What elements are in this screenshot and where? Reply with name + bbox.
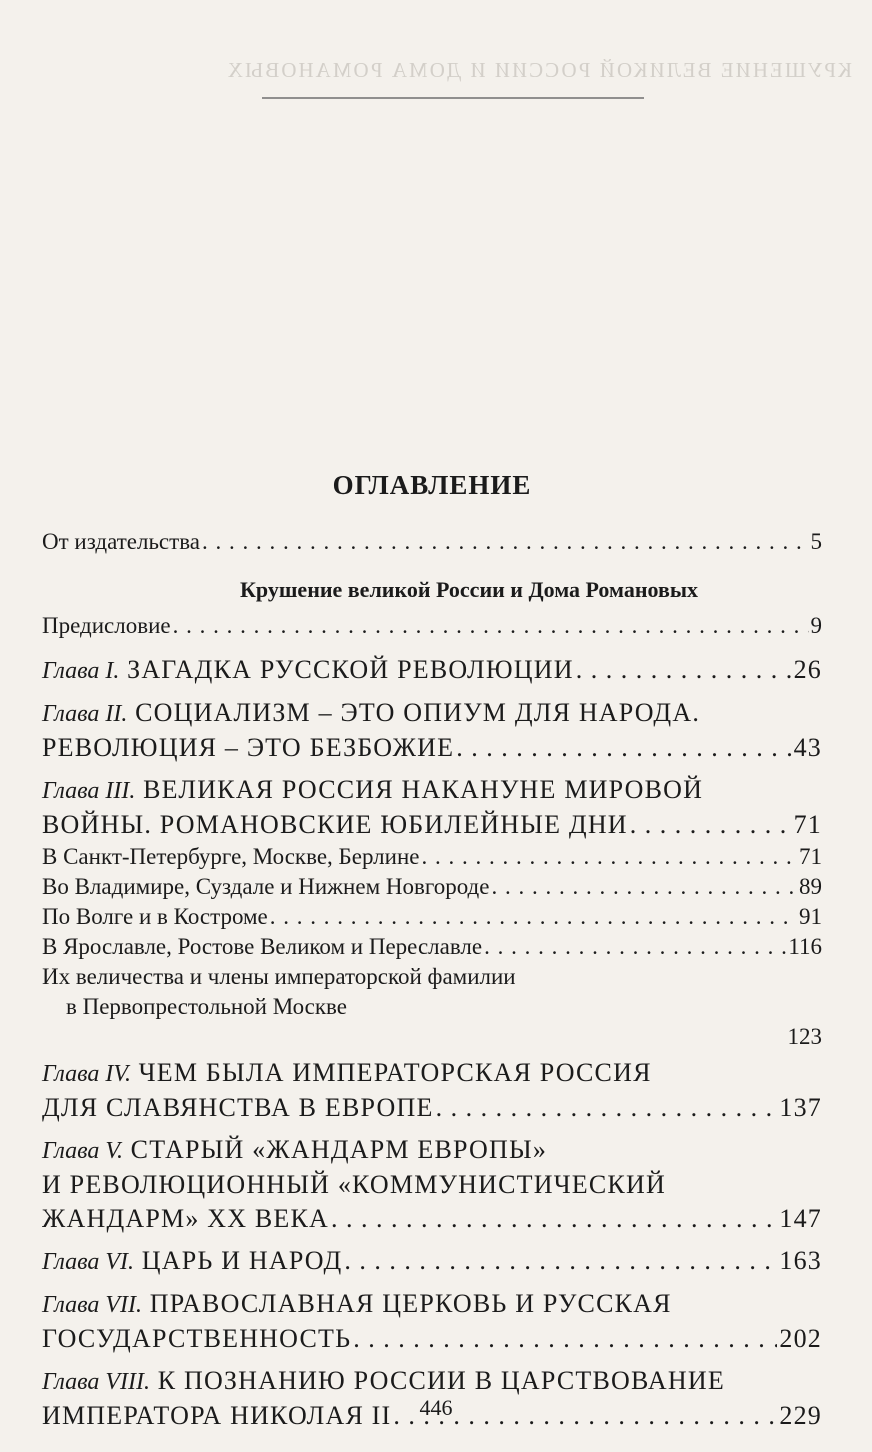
toc-subsection[interactable] xyxy=(42,872,822,902)
page-number: 446 xyxy=(419,1395,453,1420)
toc-entry-from-publisher[interactable] xyxy=(42,527,822,557)
chapter-title-cont: ГОСУДАРСТВЕННОСТЬ xyxy=(42,1324,352,1353)
subsection-title: Их величества и члены императорской фамилии xyxy=(42,964,516,989)
subsection-page: 71 xyxy=(799,844,822,869)
subsection-title: Во Владимире, Суздале и Нижнем Новгороде xyxy=(42,874,490,899)
entry-page: 5 xyxy=(810,529,822,554)
subsection-page: 91 xyxy=(799,904,822,929)
toc-subsection[interactable] xyxy=(42,932,822,962)
toc-heading: ОГЛАВЛЕНИЕ xyxy=(332,470,532,500)
table-of-contents xyxy=(42,470,822,1433)
chapter-title: ВЕЛИКАЯ РОССИЯ НАКАНУНЕ МИРОВОЙ xyxy=(143,775,704,804)
dot-leader xyxy=(436,1091,778,1125)
dot-leader xyxy=(456,731,791,765)
subsection-page: 116 xyxy=(788,934,822,959)
dot-leader xyxy=(353,1322,777,1356)
part-title: Крушение великой России и Дома Романовых xyxy=(239,577,699,602)
chapter-title-cont: ВОЙНЫ. РОМАНОВСКИЕ ЮБИЛЕЙНЫЕ ДНИ xyxy=(42,810,628,839)
chapter-label: Глава III. xyxy=(42,778,136,804)
toc-chapter-7[interactable] xyxy=(42,1287,822,1356)
chapter-page: 71 xyxy=(793,810,822,839)
subsection-title: В Ярославле, Ростове Великом и Переславле xyxy=(42,934,483,959)
toc-chapter-3[interactable] xyxy=(42,773,822,842)
chapter-label: Глава I. xyxy=(42,658,120,684)
chapter-label: Глава II. xyxy=(42,701,128,727)
chapter-title-cont: РЕВОЛЮЦИЯ – ЭТО БЕЗБОЖИЕ xyxy=(42,733,455,762)
chapter-title-cont: ДЛЯ СЛАВЯНСТВА В ЕВРОПЕ xyxy=(42,1093,434,1122)
chapter-label: Глава IV. xyxy=(42,1061,131,1087)
chapter-page: 147 xyxy=(779,1204,822,1233)
toc-chapter-1[interactable] xyxy=(42,653,822,688)
dot-leader xyxy=(576,653,792,687)
dot-leader xyxy=(270,902,797,932)
toc-entry-preface[interactable] xyxy=(42,611,822,641)
show-through-rule xyxy=(262,97,644,99)
dot-leader xyxy=(421,842,797,872)
toc-chapter-6[interactable] xyxy=(42,1244,822,1279)
toc-subsection[interactable] xyxy=(42,902,822,932)
chapter-label: Глава VI. xyxy=(42,1249,135,1275)
toc-subsection[interactable] xyxy=(42,842,822,872)
chapter-label: Глава VIII. xyxy=(42,1369,151,1395)
chapter-page: 229 xyxy=(779,1401,822,1430)
chapter-page: 26 xyxy=(793,655,822,684)
dot-leader xyxy=(331,1202,777,1236)
chapter-title: К ПОЗНАНИЮ РОССИИ В ЦАРСТВОВАНИЕ xyxy=(157,1366,725,1395)
subsection-title: В Санкт-Петербурге, Москве, Берлине xyxy=(42,844,420,869)
chapter-title: ЗАГАДКА РУССКОЙ РЕВОЛЮЦИИ xyxy=(127,655,574,684)
toc-chapter-4[interactable] xyxy=(42,1056,822,1125)
entry-title: От издательства xyxy=(42,529,200,554)
entry-page: 9 xyxy=(810,613,822,638)
toc-chapter-5[interactable] xyxy=(42,1133,822,1236)
entry-title: Предисловие xyxy=(42,613,171,638)
dot-leader xyxy=(630,808,792,842)
chapter-title-cont: И РЕВОЛЮЦИОННЫЙ «КОММУНИСТИЧЕСКИЙ xyxy=(42,1170,666,1199)
chapter-title: СТАРЫЙ «ЖАНДАРМ ЕВРОПЫ» xyxy=(130,1135,548,1164)
subsection-title: По Волге и в Костроме xyxy=(42,904,268,929)
dot-leader xyxy=(202,527,809,557)
chapter-page: 43 xyxy=(793,733,822,762)
chapter-title: ЧЕМ БЫЛА ИМПЕРАТОРСКАЯ РОССИЯ xyxy=(138,1058,652,1087)
chapter-page: 137 xyxy=(779,1093,822,1122)
chapter-title: ЦАРЬ И НАРОД xyxy=(141,1246,343,1275)
toc-chapter-2[interactable] xyxy=(42,696,822,765)
chapter-title: ПРАВОСЛАВНАЯ ЦЕРКОВЬ И РУССКАЯ xyxy=(149,1289,672,1318)
subsection-title-cont: в Первопрестольной Москве xyxy=(66,994,347,1019)
show-through-running-head: КРУШЕНИЕ ВЕЛИКОЙ РОССИИ И ДОМА РОМАНОВЫХ xyxy=(225,58,852,82)
subsection-page: 89 xyxy=(799,874,822,899)
chapter-label: Глава VII. xyxy=(42,1292,143,1318)
dot-leader xyxy=(173,611,809,641)
chapter-title-cont: ИМПЕРАТОРА НИКОЛАЯ II xyxy=(42,1401,392,1430)
chapter-title: СОЦИАЛИЗМ – ЭТО ОПИУМ ДЛЯ НАРОДА. xyxy=(135,698,701,727)
dot-leader xyxy=(491,872,797,902)
chapter-label: Глава V. xyxy=(42,1138,123,1164)
dot-leader xyxy=(484,932,786,962)
subsection-page: 123 xyxy=(787,1024,822,1049)
chapter-page: 163 xyxy=(779,1246,822,1275)
dot-leader xyxy=(344,1244,777,1278)
toc-subsection-majesties[interactable] xyxy=(42,962,822,1052)
chapter-page: 202 xyxy=(779,1324,822,1353)
chapter-title-cont: ЖАНДАРМ» XX ВЕКА xyxy=(42,1204,330,1233)
